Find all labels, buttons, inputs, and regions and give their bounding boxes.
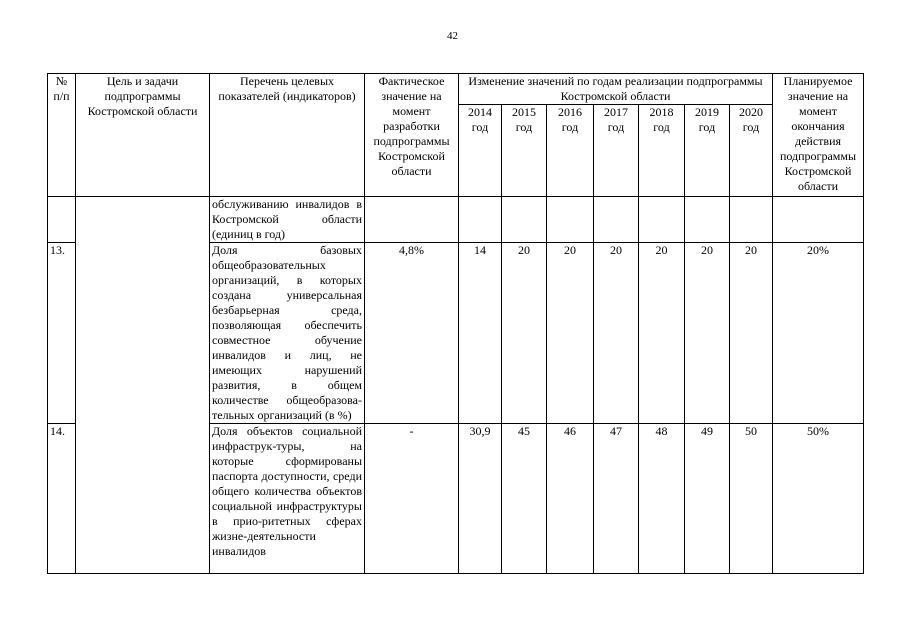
planned-value xyxy=(773,197,864,243)
year-value: 47 xyxy=(594,424,639,574)
indicators-table xyxy=(47,73,864,574)
year-value: 45 xyxy=(502,424,547,574)
year-value xyxy=(502,197,547,243)
year-value xyxy=(594,197,639,243)
year-value xyxy=(459,197,502,243)
planned-value: 20% xyxy=(773,243,864,424)
year-value: 46 xyxy=(547,424,594,574)
year-value: 20 xyxy=(639,243,685,424)
year-value: 20 xyxy=(502,243,547,424)
header-year: 2018 год xyxy=(639,105,685,197)
header-num: № п/п xyxy=(48,74,76,197)
header-row-top xyxy=(48,74,864,105)
page-number: 42 xyxy=(447,30,458,42)
row-number xyxy=(48,197,76,243)
year-value xyxy=(547,197,594,243)
header-year: 2019 год xyxy=(685,105,730,197)
year-value: 48 xyxy=(639,424,685,574)
goal-cell xyxy=(76,197,210,574)
actual-value xyxy=(365,197,459,243)
actual-value: - xyxy=(365,424,459,574)
header-planned-value: Планируемое значение на момент окончания действия подпрограммы Костромской области xyxy=(773,74,864,197)
header-year: 2016 год xyxy=(547,105,594,197)
indicator-text: Доля объектов социальной инфраструк-туры, на которые сформированы паспорта доступности, среди общего количества объектов социальной инфраструктуры в прио-ритетных сферах жизне-деятельности инвалидов xyxy=(210,424,365,574)
indicator-text: обслуживанию инвалидов в Костромской области (единиц в год) xyxy=(210,197,365,243)
header-year: 2020 год xyxy=(730,105,773,197)
header-year: 2017 год xyxy=(594,105,639,197)
row-number: 13. xyxy=(48,243,76,424)
year-value: 20 xyxy=(547,243,594,424)
year-value: 20 xyxy=(685,243,730,424)
actual-value: 4,8% xyxy=(365,243,459,424)
header-yearly-change: Изменение значений по годам реализации подпрограммы Костромской области xyxy=(459,74,773,105)
year-value: 20 xyxy=(594,243,639,424)
year-value: 49 xyxy=(685,424,730,574)
year-value xyxy=(685,197,730,243)
header-actual-value: Фактическое значение на момент разработки подпрограммы Костромской области xyxy=(365,74,459,197)
header-year: 2015 год xyxy=(502,105,547,197)
header-indicators: Перечень целевых показателей (индикаторов) xyxy=(210,74,365,197)
year-value xyxy=(639,197,685,243)
header-goal: Цель и задачи подпрограммы Костромской области xyxy=(76,74,210,197)
planned-value: 50% xyxy=(773,424,864,574)
year-value: 50 xyxy=(730,424,773,574)
year-value: 20 xyxy=(730,243,773,424)
header-year: 2014 год xyxy=(459,105,502,197)
year-value: 30,9 xyxy=(459,424,502,574)
table-row xyxy=(48,197,864,243)
indicator-text: Доля базовых общеобразовательных организаций, в которых создана универсальная безбарьерная среда, позволяющая обеспечить совместное обучение инвалидов и лиц, не имеющих нарушений развития, в общем количестве общеобразова-тельных организаций (в %) xyxy=(210,243,365,424)
row-number: 14. xyxy=(48,424,76,574)
year-value: 14 xyxy=(459,243,502,424)
year-value xyxy=(730,197,773,243)
